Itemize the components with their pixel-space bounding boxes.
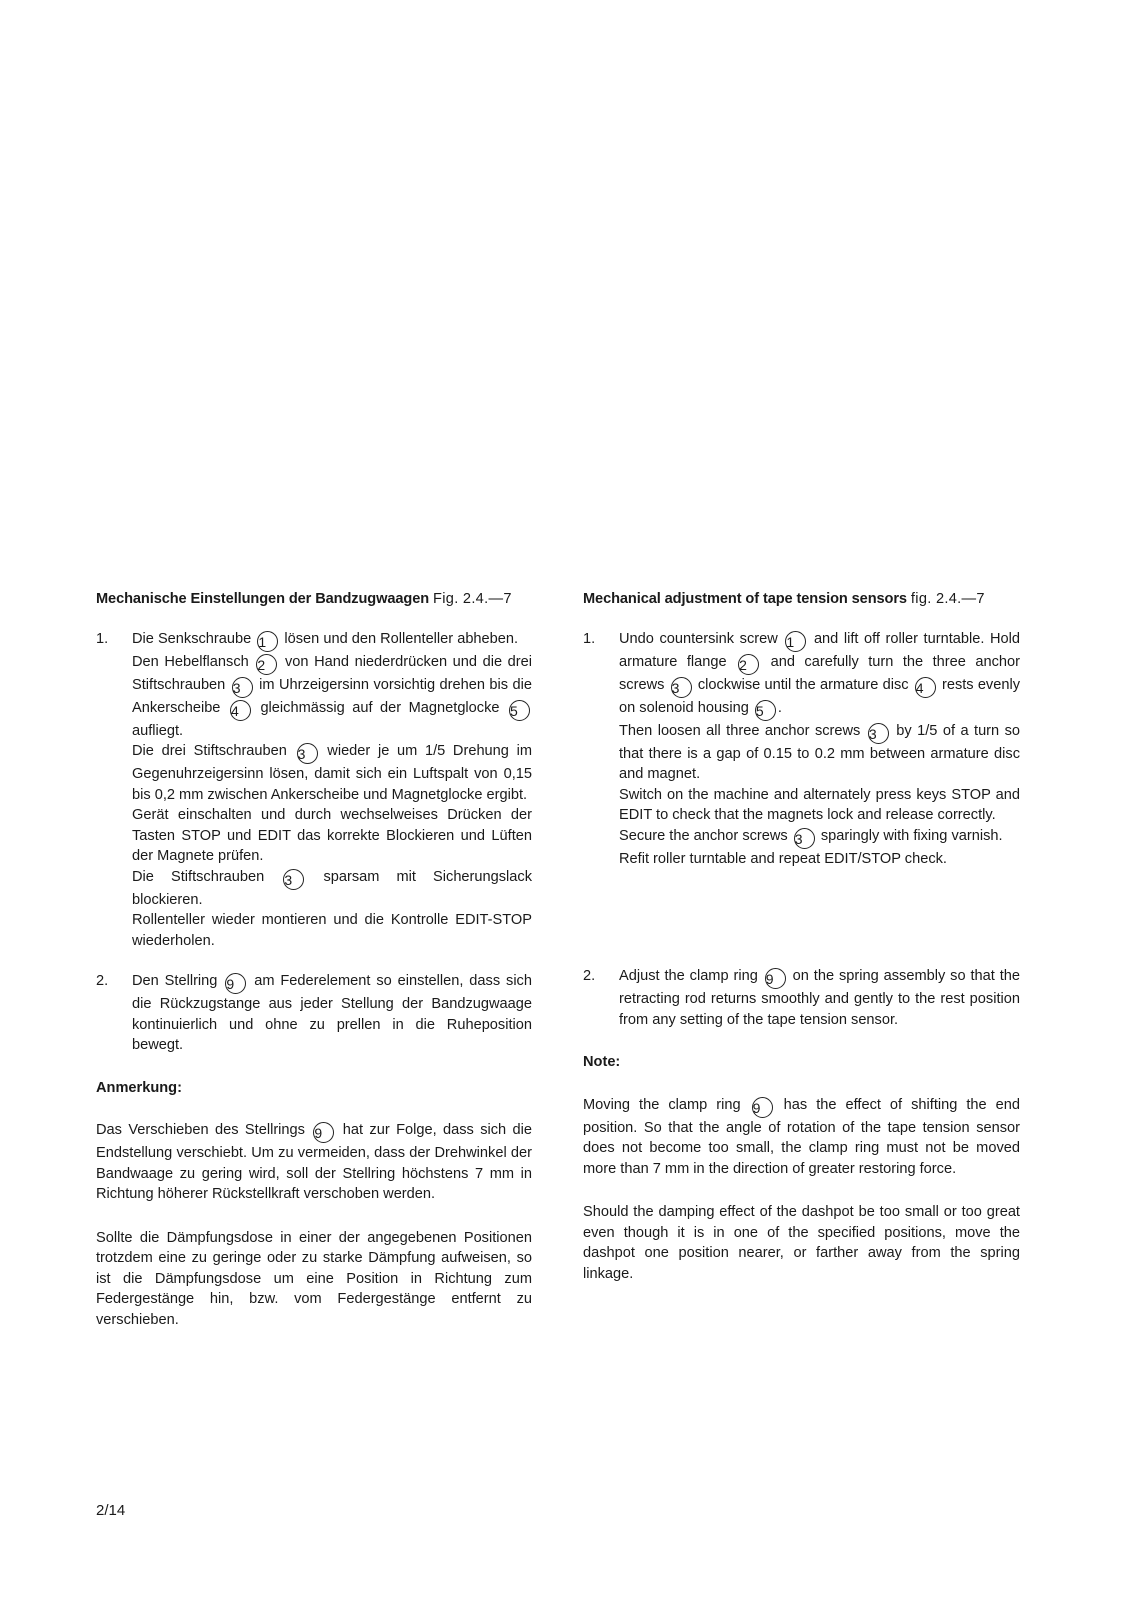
- english-step-2-number: 2.: [583, 968, 596, 984]
- english-note-para-2: Should the damping effect of the dashpot be too small or too great even though it is in one of the specified positions, move the dashpot one position nearer, or farther away from the spring linkage.: [583, 1204, 1020, 1282]
- english-step-1-para-1: Undo countersink screw 1 and lift off roller turntable. Hold armature flange 2 and carefully turn the three anchor screws 3 clockwise until the armature disc 4 rests evenly on solenoid housing 5 .: [619, 630, 1021, 719]
- callout-marker: 3: [232, 677, 253, 698]
- german-step-1-para-4: Gerät einschalten und durch wechselweises Drücken der Tasten STOP und EDIT das korrekte Blockieren und Lüften der Magnete prüfen.: [132, 807, 532, 864]
- callout-marker: 4: [230, 700, 251, 721]
- german-step-1-para-5: Die Stiftschrauben 3 sparsam mit Sicherungslack blockieren.: [132, 868, 533, 908]
- german-step-1-para-1: Die Senkschraube 1 lösen und den Rollenteller abheben.: [132, 630, 519, 650]
- callout-marker: 3: [297, 743, 318, 764]
- german-step-1-para-3: Die drei Stiftschrauben 3 wieder je um 1/5 Drehung im Gegenuhrzeigersinn lösen, damit sich ein Luftspalt von 0,15 bis 0,2 mm zwischen Ankerscheibe und Magnetglocke ergibt.: [132, 743, 532, 803]
- english-step-1-para-2: Then loosen all three anchor screws 3 by 1/5 of a turn so that there is a gap of 0.15 to 0.2 mm between armature disc and magnet.: [619, 722, 1021, 782]
- english-step-1-para-5: Refit roller turntable and repeat EDIT/STOP check.: [619, 850, 947, 867]
- callout-marker: 9: [752, 1097, 773, 1118]
- callout-marker: 3: [283, 869, 304, 890]
- german-heading: [96, 589, 532, 610]
- page-number: 2/14: [96, 1502, 126, 1519]
- german-step-1-para-2: Den Hebelflansch 2 von Hand niederdrücken und die drei Stiftschrauben 3 im Uhrzeigersinn vorsichtig drehen bis die Ankerscheibe 4 gleichmässig auf der Magnetglocke 5 aufliegt.: [132, 653, 533, 739]
- german-note-para-1: Das Verschieben des Stellrings 9 hat zur Folge, dass sich die Endstellung verschiebt. Um zu vermeiden, dass der Drehwinkel der Bandwaage zu gering wird, soll der Stellring höchstens 7 mm in Richtung höherer Rückstellkraft verschoben werden.: [96, 1122, 533, 1202]
- callout-marker: 2: [738, 654, 759, 675]
- english-step-2-para-1: Adjust the clamp ring 9 on the spring assembly so that the retracting rod returns smoothly and gently to the rest position from any setting of the tape tension sensor.: [619, 968, 1020, 1028]
- callout-marker: 2: [256, 654, 277, 675]
- english-step-1: [583, 629, 1020, 870]
- english-heading: [583, 589, 1020, 610]
- english-note-heading: Note:: [583, 1054, 621, 1070]
- english-step-1-number: 1.: [583, 630, 596, 647]
- callout-marker: 5: [509, 700, 530, 721]
- english-step-1-para-3: Switch on the machine and alternately press keys STOP and EDIT to check that the magnets lock and release correctly.: [619, 786, 1020, 823]
- german-heading-title: Mechanische Einstellungen der Bandzugwaagen: [96, 591, 430, 607]
- callout-marker: 9: [225, 973, 246, 994]
- german-heading-figref: Fig. 2.4.—7: [433, 591, 512, 607]
- english-column: [583, 589, 1020, 1284]
- english-heading-figref: fig. 2.4.—7: [910, 591, 985, 607]
- german-note-heading: Anmerkung:: [96, 1079, 182, 1096]
- callout-marker: 3: [671, 677, 692, 698]
- german-note-para-2: Sollte die Dämpfungsdose in einer der angegebenen Positionen trotzdem eine zu geringe oder zu starke Dämpfung aufweisen, so ist die Dämpfungsdose um eine Position in Richtung zum Federgestänge hin, bzw. vom Federgestänge entfernt zu verschieben.: [96, 1229, 532, 1328]
- callout-marker: 3: [868, 723, 889, 744]
- english-heading-title: Mechanical adjustment of tape tension sensors: [583, 591, 907, 607]
- callout-marker: 1: [257, 631, 278, 652]
- callout-marker: 1: [785, 631, 806, 652]
- german-step-2: [96, 971, 532, 1056]
- callout-marker: 9: [765, 968, 786, 989]
- english-step-1-para-4: Secure the anchor screws 3 sparingly with fixing varnish.: [619, 827, 1003, 847]
- callout-marker: 9: [313, 1122, 334, 1143]
- english-step-2: [583, 966, 1020, 1030]
- english-note-para-1: Moving the clamp ring 9 has the effect of shifting the end position. So that the angle of rotation of the tape tension sensor does not become too small, the clamp ring must not be moved more than 7 mm in the direction of greater restoring force.: [583, 1096, 1020, 1177]
- german-column: [96, 589, 532, 1330]
- callout-marker: 3: [794, 828, 815, 849]
- german-step-1-number: 1.: [96, 630, 109, 647]
- german-step-2-number: 2.: [96, 973, 109, 989]
- german-step-1-para-6: Rollenteller wieder montieren und die Kontrolle EDIT-STOP wiederholen.: [132, 912, 532, 949]
- german-step-2-para-1: Den Stellring 9 am Federelement so einstellen, dass sich die Rückzugstange aus jeder Stellung der Bandzugwaage kontinuierlich und ohne zu prellen in die Ruheposition bewegt.: [132, 973, 532, 1053]
- callout-marker: 4: [915, 677, 936, 698]
- callout-marker: 5: [755, 700, 776, 721]
- german-step-1: [96, 629, 532, 952]
